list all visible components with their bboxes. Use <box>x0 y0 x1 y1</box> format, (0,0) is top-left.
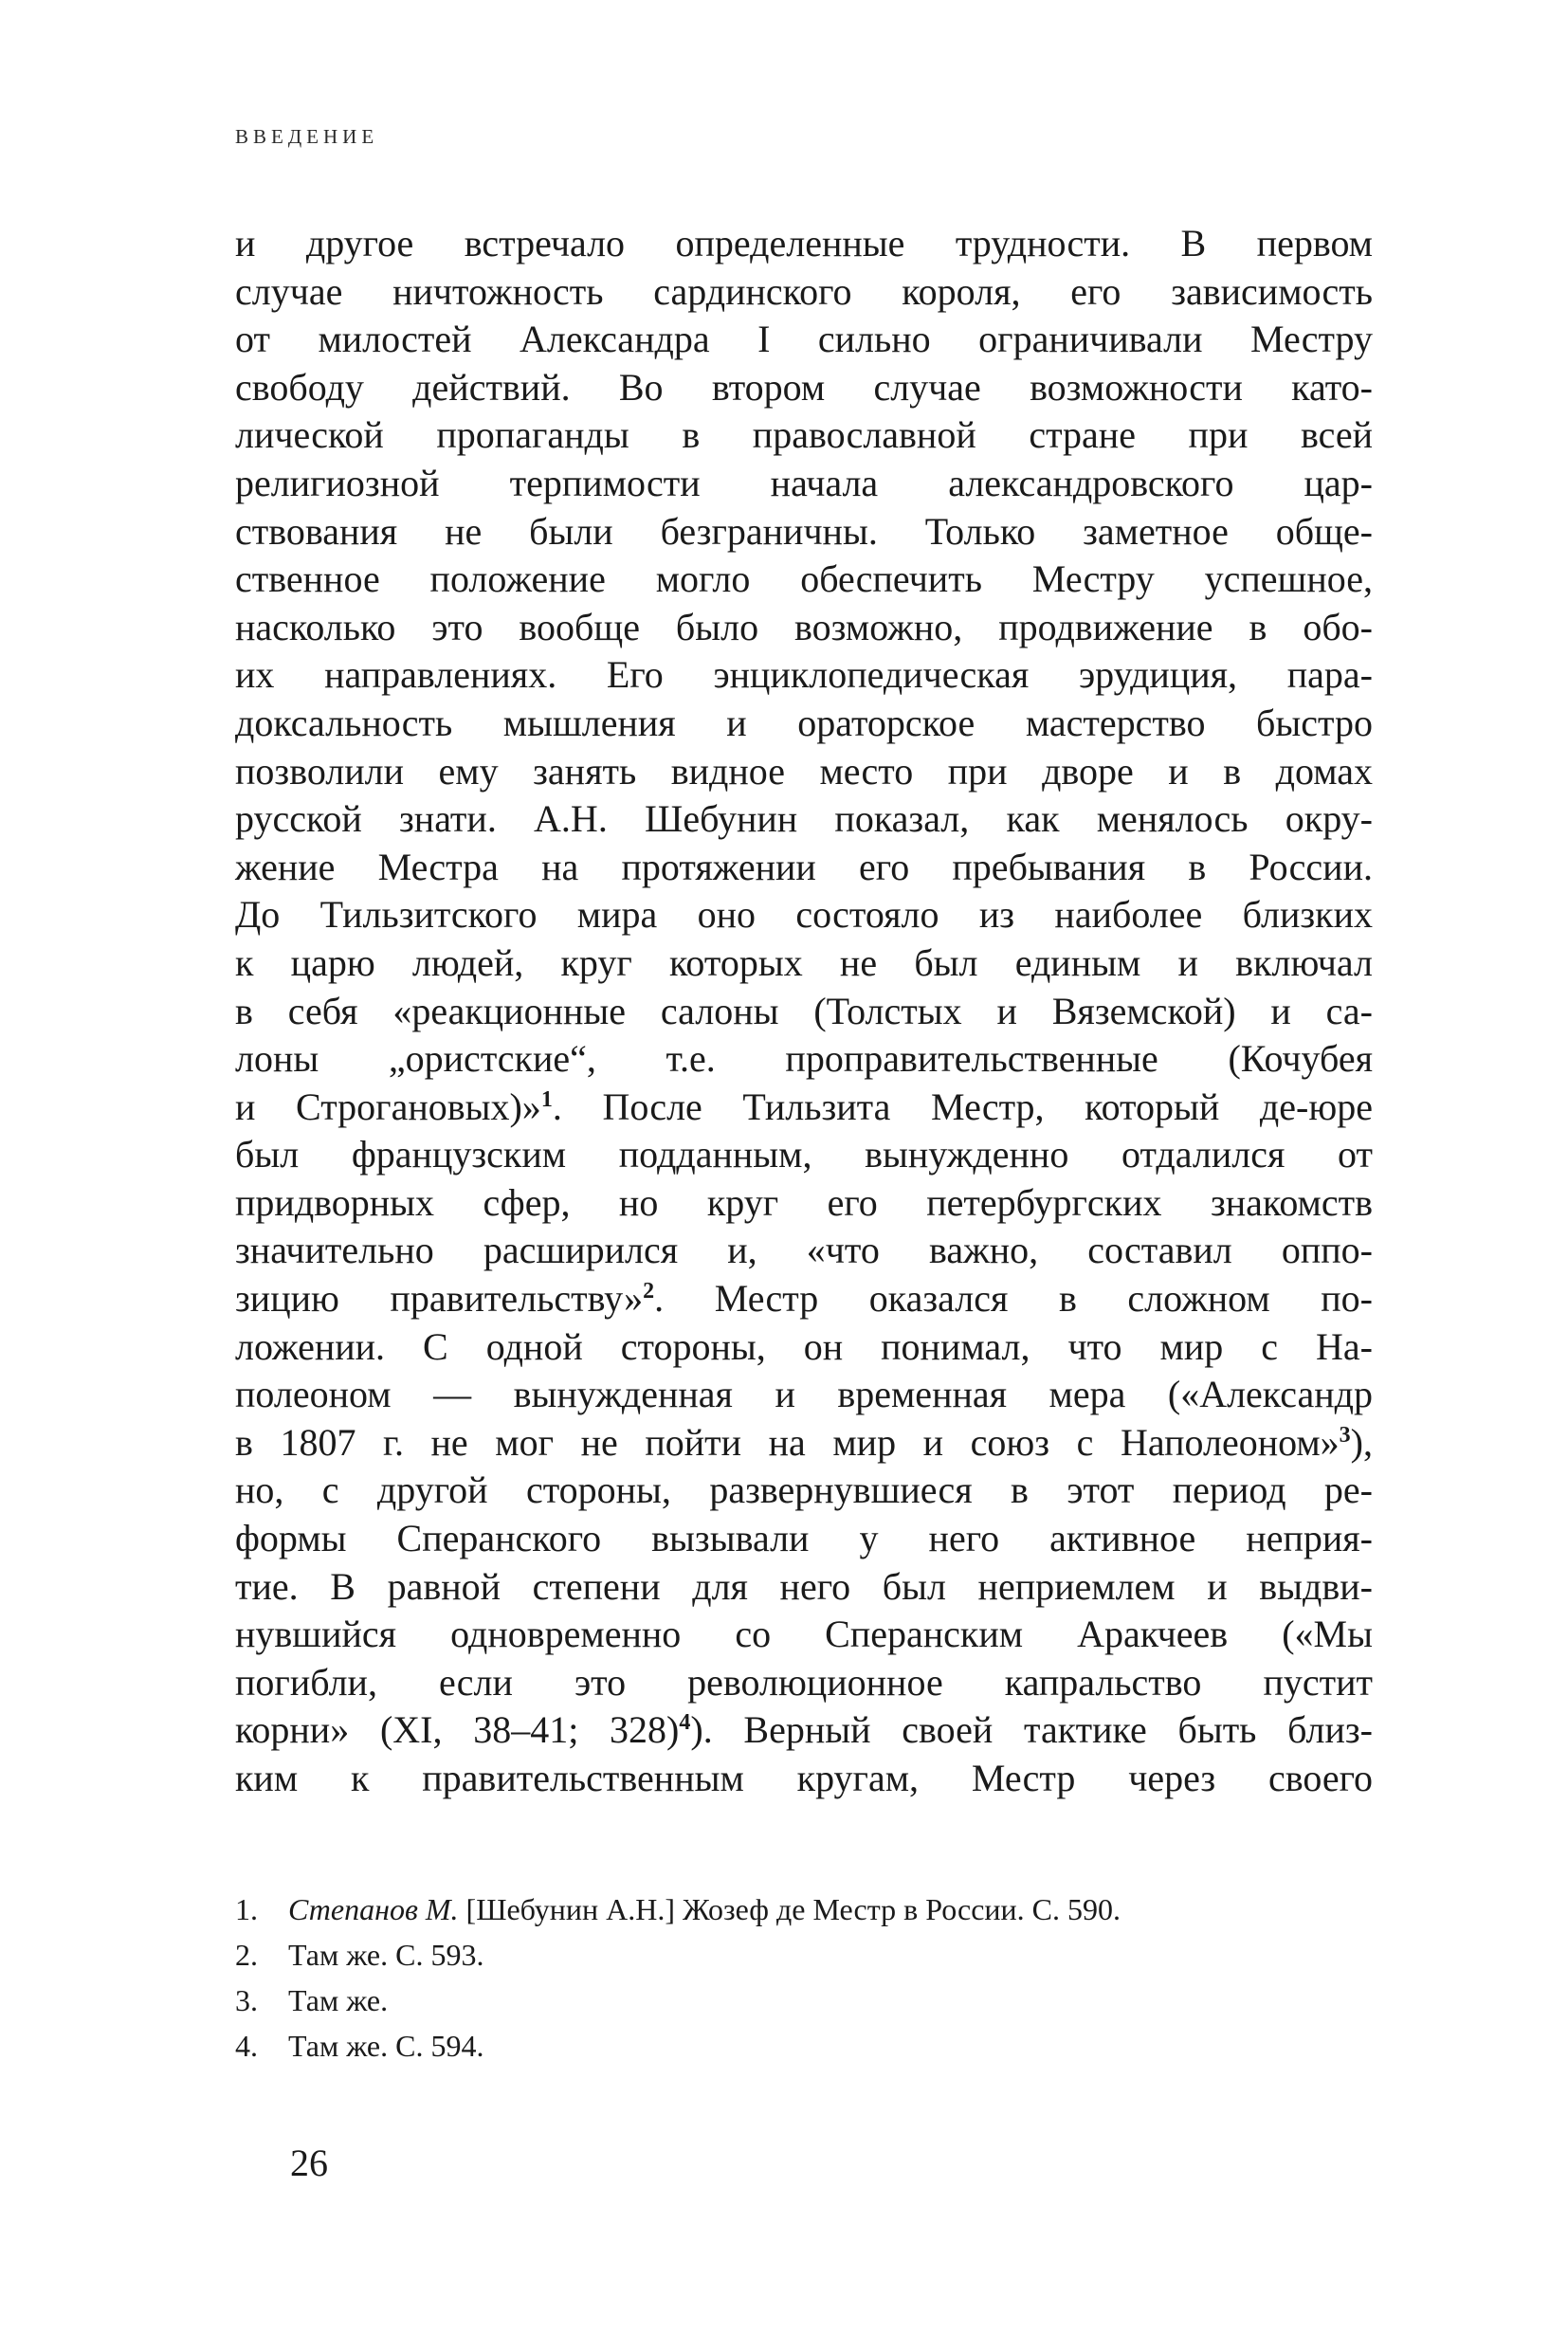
footnote-ref: 2 <box>643 1279 655 1304</box>
page-number: 26 <box>290 2142 328 2184</box>
text-line-content: тие. В равной степени для него был неприемлем и выдви- <box>235 1564 1373 1608</box>
text-line <box>235 1659 1373 1707</box>
footnote <box>235 1887 1373 1932</box>
text-line-content: ствования не были безграничны. Только заметное обще- <box>235 509 1373 553</box>
text-line-content: полеоном — вынужденная и временная мера («Александр <box>235 1373 1373 1416</box>
text-line <box>235 748 1373 796</box>
text-line-content: от милостей Александра I сильно ограничивали Местру <box>235 318 1373 361</box>
footnote-number: 1. <box>235 1892 258 1926</box>
text-line-content: . После Тильзита Местр, который де-юре <box>552 1085 1373 1128</box>
text-line <box>235 1131 1373 1179</box>
text-line-content: позволили ему занять видное место при дворе и в домах <box>235 749 1373 793</box>
text-line-content: и другое встречало определенные трудности. В первом <box>235 222 1373 264</box>
text-line <box>235 1227 1373 1275</box>
text-line-content: ким к правительственным кругам, Местр через своего <box>235 1757 1373 1799</box>
text-line-content: формы Сперанского вызывали у него активное неприя- <box>235 1517 1373 1560</box>
footnote <box>235 2023 1373 2069</box>
text-line-content: религиозной терпимости начала александровского цар- <box>235 461 1373 504</box>
text-line <box>235 1706 1373 1755</box>
text-line <box>235 795 1373 844</box>
footnote-author: Степанов М. <box>288 1892 459 1926</box>
text-line-content: До Тильзитского мира оно состояло из наиболее близких <box>235 893 1373 937</box>
footnote-text: [Шебунин А.Н.] Жозеф де Местр в России. С. 590. <box>458 1892 1121 1926</box>
text-line-content: ), <box>1350 1420 1373 1464</box>
text-line-content: случае ничтожность сардинского короля, его зависимость <box>235 269 1373 313</box>
text-line <box>235 1323 1373 1372</box>
text-line-content: в 1807 г. не мог не пойти на мир и союз с Наполеоном» <box>235 1420 1340 1464</box>
text-line <box>235 411 1373 460</box>
text-line <box>235 1611 1373 1659</box>
text-line <box>235 1755 1373 1803</box>
text-line-content: был французским подданным, вынужденно отдалился от <box>235 1133 1373 1176</box>
body-text <box>235 220 1373 1803</box>
text-line-content: погибли, если это революционное капральство пустит <box>235 1660 1373 1704</box>
text-line <box>235 988 1373 1036</box>
text-line <box>235 1371 1373 1419</box>
text-line <box>235 651 1373 700</box>
text-line-content: но, с другой стороны, развернувшиеся в этот период ре- <box>235 1468 1373 1512</box>
footnote-text: Там же. С. 594. <box>288 2029 484 2063</box>
text-line <box>235 460 1373 508</box>
text-line-content: русской знати. А.Н. Шебунин показал, как менялось окру- <box>235 797 1373 841</box>
text-line <box>235 268 1373 317</box>
text-line <box>235 1084 1373 1132</box>
text-line <box>235 1419 1373 1468</box>
text-line-content: ложении. С одной стороны, он понимал, что мир с На- <box>235 1324 1373 1368</box>
text-line <box>235 316 1373 364</box>
text-line <box>235 1275 1373 1323</box>
text-line <box>235 700 1373 748</box>
text-line-content: корни» (XI, 38–41; 328) <box>235 1708 680 1752</box>
footnote-number: 3. <box>235 1983 258 2017</box>
text-line-content: и Строгановых)» <box>235 1085 541 1128</box>
text-line <box>235 604 1373 652</box>
text-line <box>235 364 1373 412</box>
text-line <box>235 1179 1373 1228</box>
footnote-text: Там же. С. 593. <box>288 1938 484 1972</box>
text-line <box>235 1467 1373 1515</box>
text-line-content: к царю людей, круг которых не был единым и включал <box>235 940 1373 984</box>
text-line-content: зицию правительству» <box>235 1277 644 1321</box>
text-line-content: свободу действий. Во втором случае возможности като- <box>235 365 1373 409</box>
running-head: ВВЕДЕНИЕ <box>235 125 379 148</box>
text-line <box>235 1563 1373 1612</box>
footnote-ref: 3 <box>1339 1422 1351 1448</box>
footnote-ref: 4 <box>679 1710 691 1736</box>
text-line-content: в себя «реакционные салоны (Толстых и Вяземской) и са- <box>235 989 1373 1032</box>
text-line-content: их направлениях. Его энциклопедическая эрудиция, пара- <box>235 653 1373 697</box>
footnote <box>235 1978 1373 2023</box>
text-line-content: ственное положение могло обеспечить Местру успешное, <box>235 557 1373 601</box>
text-line-content: доксальность мышления и ораторское мастерство быстро <box>235 701 1373 744</box>
footnotes <box>235 1887 1373 2069</box>
footnote-number: 2. <box>235 1938 258 1972</box>
text-line-content: насколько это вообще было возможно, продвижение в обо- <box>235 605 1373 648</box>
text-line <box>235 1035 1373 1084</box>
text-line-content: ). Верный своей тактике быть близ- <box>690 1708 1373 1752</box>
footnote-text: Там же. <box>288 1983 389 2017</box>
footnote-number: 4. <box>235 2029 258 2063</box>
text-line <box>235 891 1373 939</box>
text-line-content: нувшийся одновременно со Сперанским Аракчеев («Мы <box>235 1613 1373 1656</box>
text-line <box>235 939 1373 988</box>
text-line <box>235 844 1373 892</box>
text-line-content: придворных сфер, но круг его петербургских знакомств <box>235 1180 1373 1224</box>
footnote <box>235 1932 1373 1978</box>
text-line-content: лической пропаганды в православной стране при всей <box>235 413 1373 457</box>
text-line <box>235 556 1373 604</box>
text-line-content: . Местр оказался в сложном по- <box>654 1277 1374 1321</box>
text-line <box>235 508 1373 556</box>
text-line <box>235 1515 1373 1563</box>
text-line-content: лоны „ористские“, т.е. проправительственные (Кочубея <box>235 1037 1373 1081</box>
text-line-content: значительно расширился и, «что важно, составил оппо- <box>235 1229 1373 1272</box>
text-line <box>235 220 1373 268</box>
footnote-ref: 1 <box>540 1086 553 1112</box>
text-line-content: жение Местра на протяжении его пребывания в России. <box>235 845 1373 888</box>
